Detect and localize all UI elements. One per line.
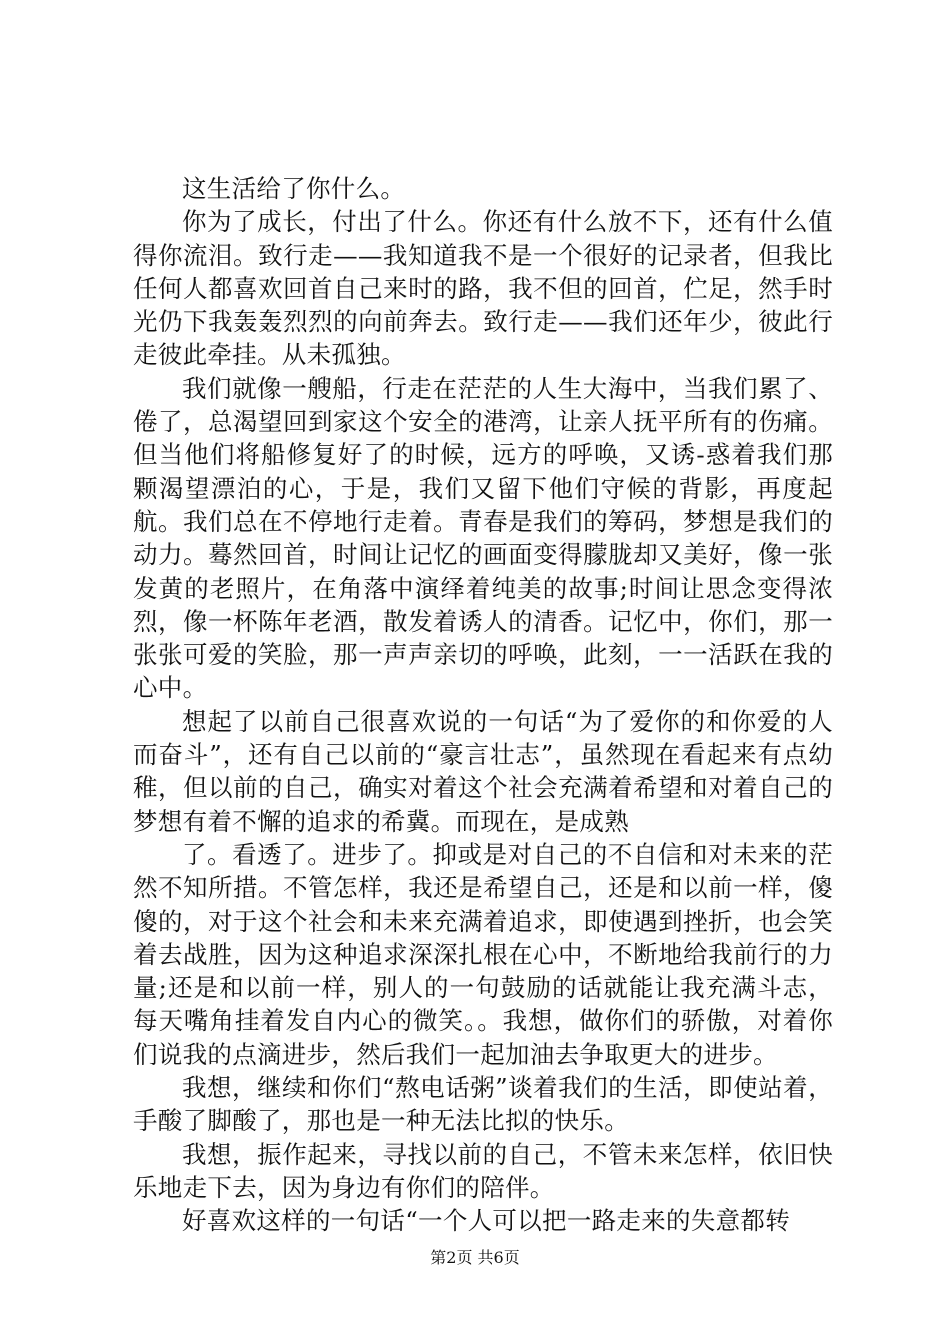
paragraph: 我想，振作起来，寻找以前的自己，不管未来怎样，依旧快乐地走下去，因为身边有你们的陪伴。: [133, 1139, 833, 1202]
paragraph: 了。看透了。进步了。抑或是对自己的不自信和对未来的茫然不知所措。不管怎样，我还是希望自己，还是和以前一样，傻傻的，对于这个社会和未来充满着追求，即使遇到挫折，也会笑着去战胜，因为这种追求深深扎根在心中，不断地给我前行的力量;还是和以前一样，别人的一句鼓励的话就能让我充满斗志，每天嘴角挂着发自内心的微笑。。我想，做你们的骄傲，对着你们说我的点滴进步，然后我们一起加油去争取更大的进步。: [133, 839, 833, 1069]
paragraph: 我们就像一艘船，行走在茫茫的人生大海中，当我们累了、倦了，总渴望回到家这个安全的港湾，让亲人抚平所有的伤痛。但当他们将船修复好了的时候，远方的呼唤，又诱-惑着我们那颗渴望漂泊的心，于是，我们又留下他们守候的背影，再度起航。我们总在不停地行走着。青春是我们的筹码，梦想是我们的动力。蓦然回首，时间让记忆的画面变得朦胧却又美好，像一张发黄的老照片，在角落中演绎着纯美的故事;时间让思念变得浓烈，像一杯陈年老酒，散发着诱人的清香。记忆中，你们，那一张张可爱的笑脸，那一声声亲切的呼唤，此刻，一一活跃在我的心中。: [133, 373, 833, 703]
paragraph: 我想，继续和你们“熬电话粥”谈着我们的生活，即使站着，手酸了脚酸了，那也是一种无法比拟的快乐。: [133, 1073, 833, 1136]
paragraph: 这生活给了你什么。: [182, 174, 406, 203]
page-number-footer: 第2页 共6页: [430, 1248, 520, 1267]
paragraph: 你为了成长，付出了什么。你还有什么放不下，还有什么值得你流泪。致行走——我知道我不是一个很好的记录者，但我比任何人都喜欢回首自己来时的路，我不但的回首，伫足，然手时光仍下我轰轰烈烈的向前奔去。致行走——我们还年少，彼此行走彼此牵挂。从未孤独。: [133, 207, 833, 370]
document-body: [133, 172, 833, 1238]
paragraph: 好喜欢这样的一句话“一个人可以把一路走来的失意都转: [182, 1206, 791, 1236]
paragraph: 想起了以前自己很喜欢说的一句话“为了爱你的和你爱的人而奋斗”，还有自己以前的“豪言壮志”，虽然现在看起来有点幼稚，但以前的自己，确实对着这个社会充满着希望和对着自己的梦想有着不懈的追求的希冀。而现在，是成熟: [133, 706, 833, 836]
